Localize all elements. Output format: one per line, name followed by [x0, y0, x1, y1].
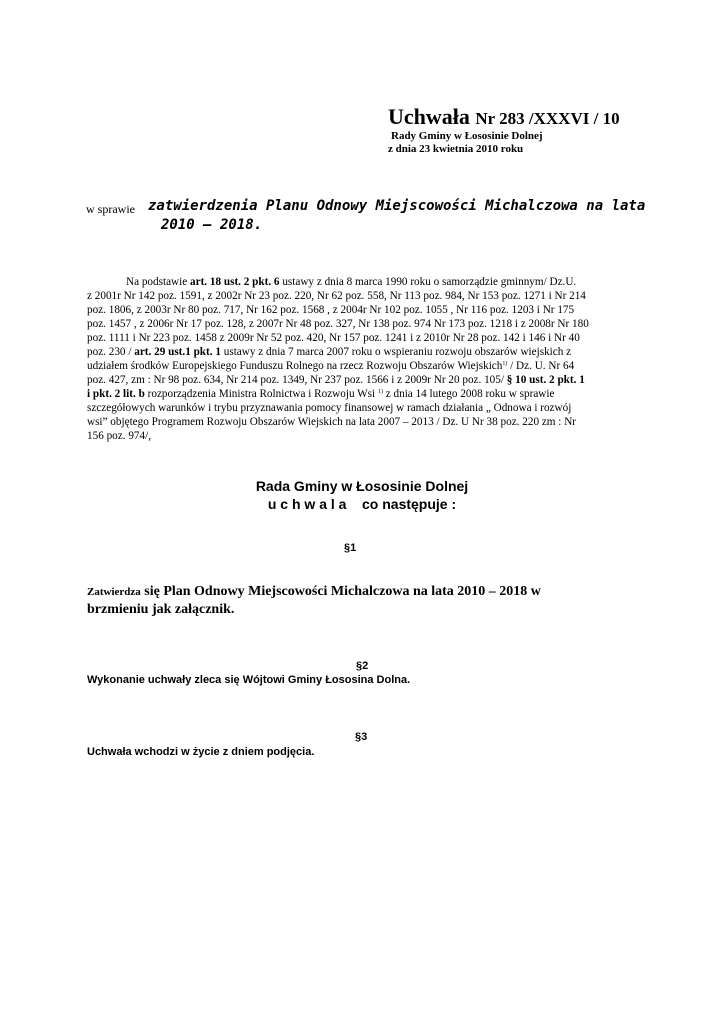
- basis-line: [87, 387, 647, 401]
- basis-text: poz. 427, zm : Nr 98 poz. 634, Nr 214 poz. 1349, Nr 237 poz. 1566 i z 2009r Nr 20 poz. 105/: [87, 374, 507, 386]
- basis-line: poz. 1457 , z 2006r Nr 17 poz. 128, z 2007r Nr 48 poz. 327, Nr 138 poz. 974 Nr 173 poz. 1218 i z 2008r Nr 180: [87, 318, 589, 330]
- basis-line: poz. 1806, z 2003r Nr 80 poz. 717, Nr 162 poz. 1568 , z 2004r Nr 102 poz. 1055 , Nr 116 poz. 1203 i Nr 175: [87, 304, 575, 316]
- basis-reference: art. 29 ust.1 pkt. 1: [134, 346, 221, 358]
- basis-text: ustawy z dnia 7 marca 2007 roku o wspieraniu rozwoju obszarów wiejskich z: [220, 346, 572, 358]
- section-1-text-line-2: brzmieniu jak załącznik.: [87, 602, 235, 617]
- resolution-number: Nr 283 /XXXVI / 10: [475, 109, 620, 128]
- section-3-text: Uchwała wchodzi w życie z dniem podjęcia.: [87, 746, 315, 758]
- basis-text: rozporządzenia Ministra Rolnictwa i Rozwoju Wsi: [144, 388, 378, 400]
- basis-text: Na podstawie: [126, 276, 191, 288]
- footnote-marker: 1): [502, 361, 508, 367]
- basis-line: 156 poz. 974/,: [87, 430, 152, 442]
- council-heading: Rada Gminy w Łososinie Dolnej: [255, 478, 469, 494]
- basis-line: [87, 345, 647, 359]
- basis-text: poz. 230 /: [87, 346, 135, 358]
- basis-reference: i pkt. 2 lit. b: [87, 388, 145, 400]
- basis-text: / Dz. U. Nr 64: [507, 360, 575, 372]
- section-1-text-line-1: [87, 584, 541, 600]
- basis-line: [87, 275, 647, 289]
- basis-line: wsi” objętego Programem Rozwoju Obszarów Wiejskich na lata 2007 – 2013 / Dz. U Nr 38 poz. 220 zm : Nr: [87, 416, 577, 428]
- council-name: Rady Gminy w Łososinie Dolnej: [391, 130, 543, 142]
- basis-line: [87, 373, 647, 387]
- title-word: Uchwała: [388, 104, 470, 129]
- basis-line: poz. 1111 i Nr 223 poz. 1458 z 2009r Nr 52 poz. 420, Nr 157 poz. 1241 i z 2010r Nr 28 poz. 142 i 146 i Nr 40: [87, 332, 580, 344]
- footnote-marker: 1): [377, 389, 383, 395]
- resolution-date: z dnia 23 kwietnia 2010 roku: [388, 143, 524, 155]
- document-title: [388, 104, 620, 130]
- section-1-verb: Zatwierdza: [87, 586, 141, 598]
- section-3-heading: §3: [355, 731, 368, 743]
- subject-line-2: 2010 – 2018.: [161, 217, 263, 233]
- basis-line: szczegółowych warunków i trybu przyznawania pomocy finansowej w ramach działania „ Odnowa i rozwój: [87, 402, 572, 414]
- basis-line: [87, 359, 647, 373]
- section-2-text: Wykonanie uchwały zleca się Wójtowi Gminy Łososina Dolna.: [87, 674, 411, 686]
- basis-reference: § 10 ust. 2 pkt. 1: [506, 374, 585, 386]
- subject-line-1: zatwierdzenia Planu Odnowy Miejscowości Michalczowa na lata: [148, 198, 646, 214]
- basis-line: z 2001r Nr 142 poz. 1591, z 2002r Nr 23 poz. 220, Nr 62 poz. 558, Nr 113 poz. 984, Nr 153 poz. 1271 i Nr 214: [87, 290, 586, 302]
- basis-text: udziałem środków Europejskiego Funduszu Rolnego na rzecz Rozwoju Obszarów Wiejskich: [87, 360, 503, 372]
- basis-text: ustawy z dnia 8 marca 1990 roku o samorządzie gminnym/ Dz.U.: [279, 276, 577, 288]
- legal-basis-paragraph: [87, 275, 647, 443]
- basis-text: z dnia 14 lutego 2008 roku w sprawie: [382, 388, 555, 400]
- section-2-heading: §2: [356, 660, 369, 672]
- section-1-heading: §1: [344, 542, 357, 554]
- section-1-text: się Plan Odnowy Miejscowości Michalczowa na lata 2010 – 2018 w: [140, 584, 541, 599]
- subject-label: w sprawie: [86, 202, 135, 216]
- resolves-heading: u c h w a l a co następuje :: [267, 496, 457, 512]
- basis-reference: art. 18 ust. 2 pkt. 6: [190, 276, 280, 288]
